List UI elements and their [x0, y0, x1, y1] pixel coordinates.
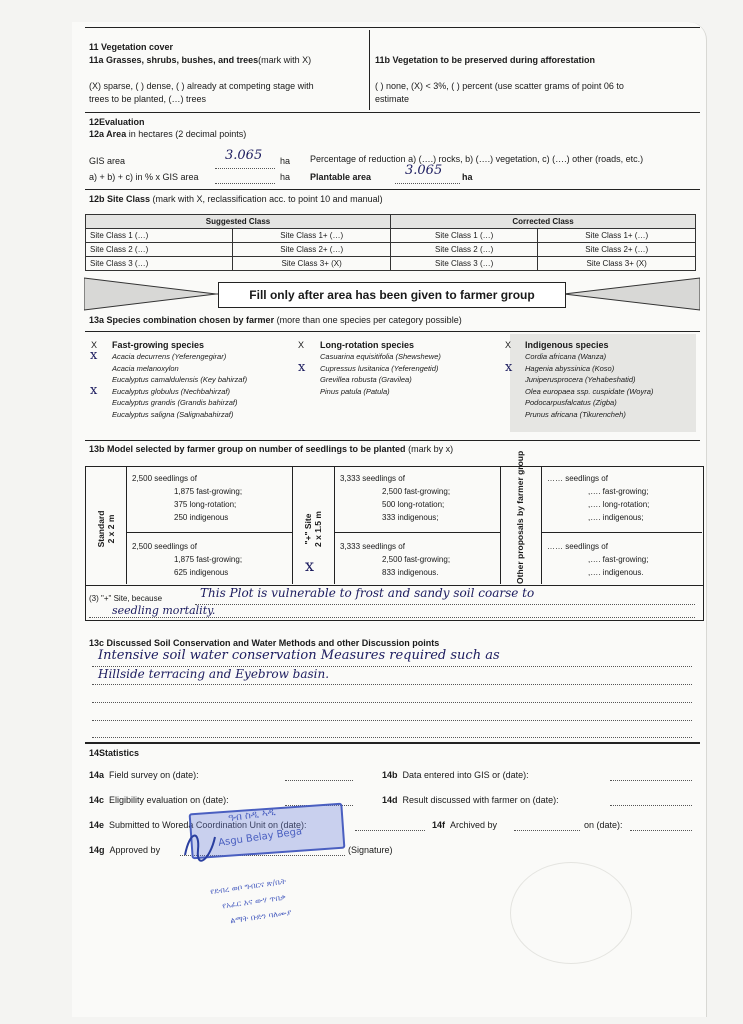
species-item: Podocarpusfalcatus (Zigba) [525, 398, 617, 407]
stat-14e: 14e Submitted to Woreda Coordination Unit on (date): [89, 820, 307, 830]
species-mark: x [298, 359, 306, 375]
c-line4 [92, 720, 692, 721]
long-header: Long-rotation species [320, 340, 415, 350]
gis-area-label: GIS area [89, 156, 126, 166]
s14-title: 14Statistics [89, 748, 140, 758]
suggested-class-header: Suggested Class [86, 215, 391, 229]
stat-14g: 14g Approved by [89, 845, 161, 855]
long-x-col: X [298, 340, 305, 350]
table-cell: Site Class 1+ (…) [233, 229, 391, 243]
faint-seal [510, 862, 632, 964]
s11a-line2: trees to be planted, (…) trees [89, 94, 207, 104]
species-mark: x [90, 382, 98, 398]
rule-11-12 [85, 112, 700, 113]
fast-x-col: X [91, 340, 98, 350]
stat-14f-line [514, 830, 580, 831]
species-mark: x [505, 359, 513, 375]
table-cell: Site Class 1 (…) [86, 229, 233, 243]
stat-14b: 14b Data entered into GIS or (date): [382, 770, 529, 780]
table-cell: Site Class 2+ (…) [538, 243, 696, 257]
stamp-line1: ዓብ ስዲ ኣዲ [227, 806, 277, 825]
fast-header: Fast-growing species [112, 340, 205, 350]
reduction-label: Percentage of reduction a) (….) rocks, b) (….) vegetation, c) (….) other (roads, etc.) [310, 154, 644, 164]
grid-v3 [334, 466, 335, 584]
reason-hand2: seedling mortality. [112, 604, 216, 617]
model-line: 250 indigenous [174, 513, 229, 522]
sum-label: a) + b) + c) in % x GIS area [89, 172, 199, 182]
reason-hand1: This Plot is vulnerable to frost and sandy soil coarse to [200, 586, 535, 600]
rule-12a-12b [85, 189, 700, 190]
model-line: 375 long-rotation; [174, 500, 237, 509]
stamp-line5: ልማት ቡድን ባለሙያ [229, 907, 292, 926]
signature-mark [180, 825, 220, 865]
s11-title: 11 Vegetation cover [89, 42, 174, 52]
c-hand2: Hillside terracing and Eyebrow basin. [98, 667, 330, 681]
s12-title: 12Evaluation [89, 117, 145, 127]
species-item: Grevillea robusta (Gravilea) [320, 375, 412, 384]
s13c-heading: 13c Discussed Soil Conservation and Water Methods and other Discussion points [89, 638, 440, 648]
model-line: 3,333 seedlings of [340, 474, 405, 483]
grid-v1 [126, 466, 127, 584]
c-line2 [92, 684, 692, 685]
table-cell: Site Class 2+ (…) [233, 243, 391, 257]
model-line: ,…. fast-growing; [588, 487, 649, 496]
stat-14d: 14d Result discussed with farmer on (date): [382, 795, 559, 805]
stat-14g-sig: (Signature) [348, 845, 393, 855]
c-hand1: Intensive soil water conservation Measures required such as [98, 648, 500, 663]
plantable-value: 3.065 [405, 163, 443, 178]
grid-v5 [541, 466, 542, 584]
stat-14a-line [285, 780, 353, 781]
stat-14f-on: on (date): [584, 820, 623, 830]
banner-notice: Fill only after area has been given to farmer group [218, 282, 566, 308]
model-line: …… seedlings of [547, 474, 608, 483]
indig-x-col: X [505, 340, 512, 350]
model-line: ,…. long-rotation; [588, 500, 650, 509]
species-item: Acacia decurrens (Yeferengegirar) [112, 352, 227, 361]
model-line: 2,500 fast-growing; [382, 555, 451, 564]
rule-13b [85, 440, 700, 441]
sum-unit: ha [280, 172, 291, 182]
plantable-unit: ha [462, 172, 473, 182]
plantable-line [395, 183, 460, 184]
stat-14a: 14a Field survey on (date): [89, 770, 199, 780]
s11-divider [369, 30, 370, 110]
species-item: Eucalyptus grandis (Grandis bahirzaf) [112, 398, 238, 407]
s11b-line1: ( ) none, (X) < 3%, ( ) percent (use scatter grams of point 06 to [375, 81, 624, 91]
species-item: Juniperusprocera (Yehabeshatid) [525, 375, 636, 384]
plantable-label: Plantable area [310, 172, 372, 182]
table-row [86, 257, 696, 271]
s13b-heading: 13b Model selected by farmer group on number of seedlings to be planted (mark by x) [89, 444, 454, 454]
model-line: 333 indigenous; [382, 513, 439, 522]
other-proposals-label: Other proposals by farmer group [515, 450, 525, 584]
gis-area-line [215, 168, 275, 169]
gis-area-unit: ha [280, 156, 291, 166]
stat-14b-line [610, 780, 692, 781]
species-item: Olea europaea ssp. cuspidate (Woyra) [525, 386, 654, 396]
table-cell: Site Class 3 (…) [86, 257, 233, 271]
table-cell: Site Class 2 (…) [86, 243, 233, 257]
stat-14f-date-line [630, 830, 692, 831]
table-cell: Site Class 3 (…) [390, 257, 537, 271]
grid-v2 [292, 466, 293, 584]
species-item: Eucalyptus camaldulensis (Key bahirzaf) [112, 375, 248, 384]
c-line3 [92, 702, 692, 703]
indig-header: Indigenous species [525, 340, 609, 350]
species-item: Acacia melanoxylon [112, 363, 179, 373]
stat-14e-line [355, 830, 425, 831]
stat-14d-line [610, 805, 692, 806]
model-line: 2,500 fast-growing; [382, 487, 451, 496]
model-line: ,…. indigenous. [588, 568, 644, 577]
reason-label: (3) "+" Site, because [89, 594, 163, 603]
reason-line2 [89, 617, 695, 618]
s11a-heading: 11a Grasses, shrubs, bushes, and trees(mark with X) [89, 55, 312, 65]
species-item: Casuarina equisitifolia (Shewshewe) [320, 352, 441, 361]
s12b-heading: 12b Site Class (mark with X, reclassification acc. to point 10 and manual) [89, 194, 383, 204]
grid-h3 [541, 532, 702, 533]
model-line: ,…. fast-growing; [588, 555, 649, 564]
standard-label: Standard 2 x 2 m [96, 510, 116, 548]
table-row [86, 229, 696, 243]
stamp-line4: የአፈር እና ውሃ ጥበቃ [221, 892, 287, 911]
table-cell: Site Class 3+ (X) [233, 257, 391, 271]
stat-14f: 14f Archived by [432, 820, 498, 830]
model-line: 500 long-rotation; [382, 500, 445, 509]
site-class-table [85, 214, 696, 271]
sum-line [215, 183, 275, 184]
s12a-heading: 12a Area in hectares (2 decimal points) [89, 129, 247, 139]
plus-site-label: "+" Site 2 x 1.5 m [303, 511, 323, 547]
model-line: 3,333 seedlings of [340, 542, 405, 551]
species-item: Pinus patula (Patula) [320, 386, 390, 396]
table-row [86, 243, 696, 257]
model-line: 625 indigenous [174, 568, 229, 577]
rule-14 [85, 742, 700, 744]
table-cell: Site Class 3+ (X) [538, 257, 696, 271]
model-line: 1,875 fast-growing; [174, 555, 243, 564]
c-line5 [92, 737, 692, 738]
model-line: 1,875 fast-growing; [174, 487, 243, 496]
grid-h2 [334, 532, 500, 533]
species-item: Hagenia abyssinica (Koso) [525, 363, 615, 373]
s11a-line1: (X) sparse, ( ) dense, ( ) already at competing stage with [89, 81, 314, 91]
s11b-heading: 11b Vegetation to be preserved during afforestation [375, 55, 596, 65]
stamp-line2: Asgu Belay Bega [217, 826, 303, 849]
species-item: Cupressus lusitanica (Yeferengetid) [320, 363, 439, 373]
model-line: ,…. indigenous; [588, 513, 644, 522]
species-item: Prunus africana (Tikurencheh) [525, 409, 626, 419]
gis-area-value: 3.065 [225, 148, 263, 163]
stat-14c: 14c Eligibility evaluation on (date): [89, 795, 229, 805]
grid-h1 [126, 532, 292, 533]
reason-line1 [195, 604, 695, 605]
table-cell: Site Class 1+ (…) [538, 229, 696, 243]
s11b-line2: estimate [375, 94, 410, 104]
model-line: …… seedlings of [547, 542, 608, 551]
s13a-heading: 13a Species combination chosen by farmer (more than one species per category possible) [89, 315, 462, 325]
corrected-class-header: Corrected Class [390, 215, 695, 229]
model-line: 2,500 seedlings of [132, 542, 197, 551]
model-line: 2,500 seedlings of [132, 474, 197, 483]
plus2-mark: x [305, 556, 315, 575]
species-item: Eucalyptus saligna (Salignabahirzaf) [112, 409, 234, 419]
model-line: 833 indigenous. [382, 568, 439, 577]
table-cell: Site Class 1 (…) [390, 229, 537, 243]
species-item: Eucalyptus globulus (Nechbahirzaf) [112, 386, 230, 396]
rule-13a [85, 331, 700, 332]
species-mark: x [90, 348, 98, 363]
top-rule [85, 27, 700, 28]
stamp-line3: የደብረ ወቦ ግብርና ጽ/ቤት [209, 876, 287, 897]
grid-v4 [500, 466, 501, 584]
species-item: Cordia africana (Wanza) [525, 352, 607, 361]
table-cell: Site Class 2 (…) [390, 243, 537, 257]
